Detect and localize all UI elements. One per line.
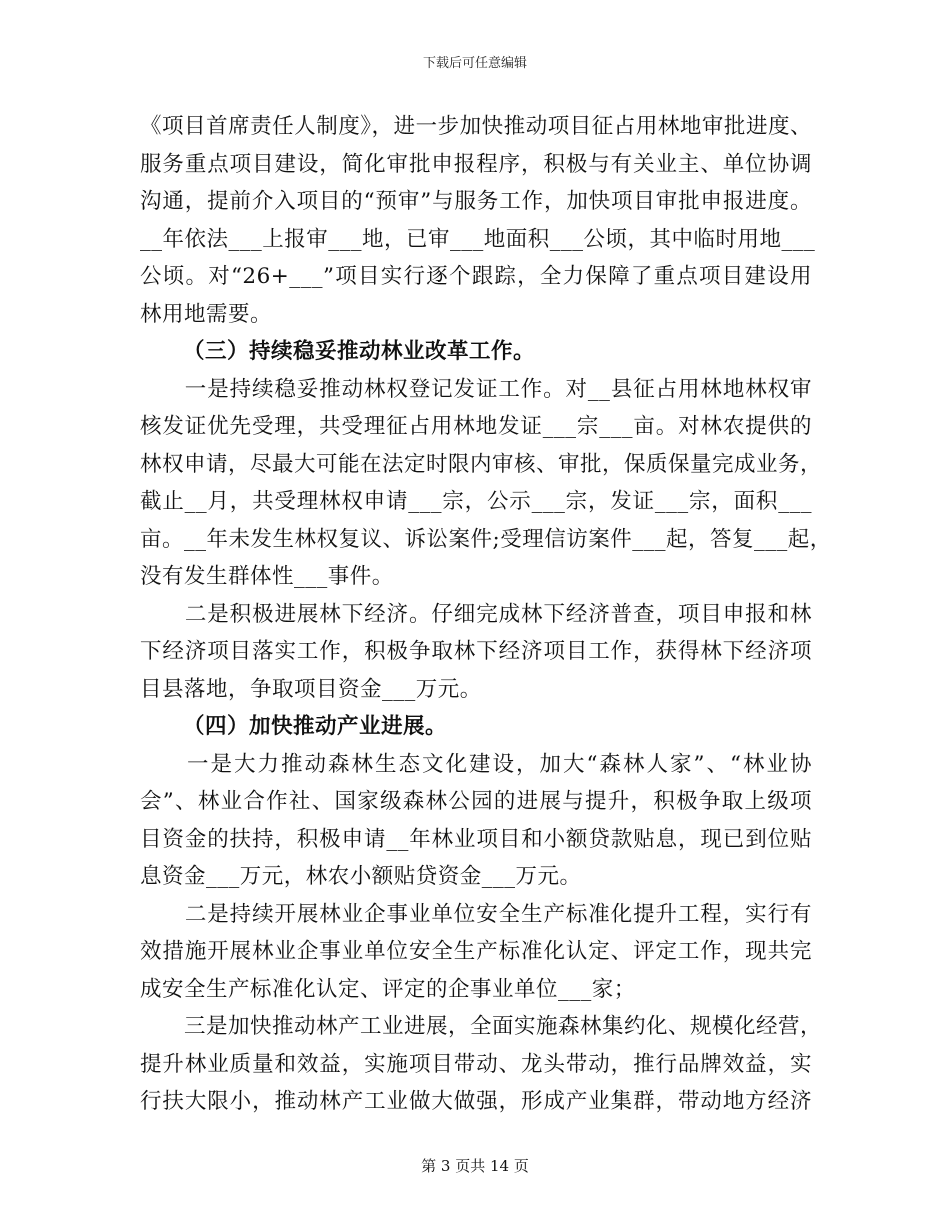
document-body <box>140 108 832 1121</box>
paragraph-line: 林权申请，尽最大可能在法定时限内审核、审批，保质保量完成业务， <box>140 451 823 477</box>
paragraph-line: 沟通，提前介入项目的“预审”与服务工作，加快项目审批申报进度。 <box>140 189 812 214</box>
paragraph-line: 提升林业质量和效益，实施项目带动、龙头带动，推行品牌效益，实 <box>140 1051 812 1077</box>
paragraph-line: 公顷。对“26+___”项目实行逐个跟踪，全力保障了重点项目建设用 <box>140 264 812 289</box>
paragraph-line: 二是持续开展林业企事业单位安全生产标准化提升工程，实行有 <box>140 901 812 927</box>
paragraph-line: 没有发生群体性___事件。 <box>140 564 394 589</box>
page-footer: 第 3 页共 14 页 <box>421 1157 529 1175</box>
paragraph-line: 目资金的扶持，积极申请__年林业项目和小额贷款贴息，现已到位贴 <box>140 826 812 852</box>
paragraph-line: 息资金___万元，林农小额贴贷资金___万元。 <box>140 864 582 889</box>
section-heading-3: （三）持续稳妥推动林业改革工作。 <box>183 339 536 364</box>
paragraph-line: 核发证优先受理，共受理征占用林地发证___宗___亩。对林农提供的 <box>140 414 812 439</box>
paragraph-line: 三是加快推动林产工业进展，全面实施森林集约化、规模化经营， <box>140 1014 823 1039</box>
paragraph-line: 截止__月，共受理林权申请___宗，公示___宗，发证___宗，面积___ <box>140 489 812 514</box>
paragraph-line: 服务重点项目建设，简化审批申报程序，积极与有关业主、单位协调 <box>140 151 812 177</box>
paragraph-line: 目县落地，争取项目资金___万元。 <box>140 676 482 702</box>
paragraph-line: 亩。__年未发生林权复议、诉讼案件;受理信访案件___起，答复___起， <box>140 526 832 552</box>
paragraph-line: __年依法___上报审___地，已审___地面积___公顷，其中临时用地___ <box>140 226 816 252</box>
paragraph-line: 下经济项目落实工作，积极争取林下经济项目工作，获得林下经济项 <box>140 639 812 664</box>
paragraph-line: 一是持续稳妥推动林权登记发证工作。对__县征占用林地林权审 <box>140 376 812 402</box>
paragraph-line: 《项目首席责任人制度》，进一步加快推动项目征占用林地审批进度、 <box>140 114 812 139</box>
paragraph-line: 林用地需要。 <box>140 301 273 327</box>
paragraph-line: 效措施开展林业企事业单位安全生产标准化认定、评定工作，现共完 <box>140 939 812 964</box>
paragraph-line: 二是积极进展林下经济。仔细完成林下经济普查，项目申报和林 <box>140 601 812 627</box>
section-heading-4: （四）加快推动产业进展。 <box>183 714 448 739</box>
page-header: 下载后可任意编辑 <box>422 56 527 71</box>
paragraph-line: 会”、林业合作社、国家级森林公园的进展与提升，积极争取上级项 <box>140 789 812 814</box>
paragraph-line: 一是大力推动森林生态文化建设，加大“森林人家”、“林业协 <box>140 751 812 777</box>
paragraph-line: 成安全生产标准化认定、评定的企事业单位___家； <box>140 976 636 1002</box>
paragraph-line: 行扶大限小，推动林产工业做大做强，形成产业集群，带动地方经济 <box>140 1089 812 1114</box>
